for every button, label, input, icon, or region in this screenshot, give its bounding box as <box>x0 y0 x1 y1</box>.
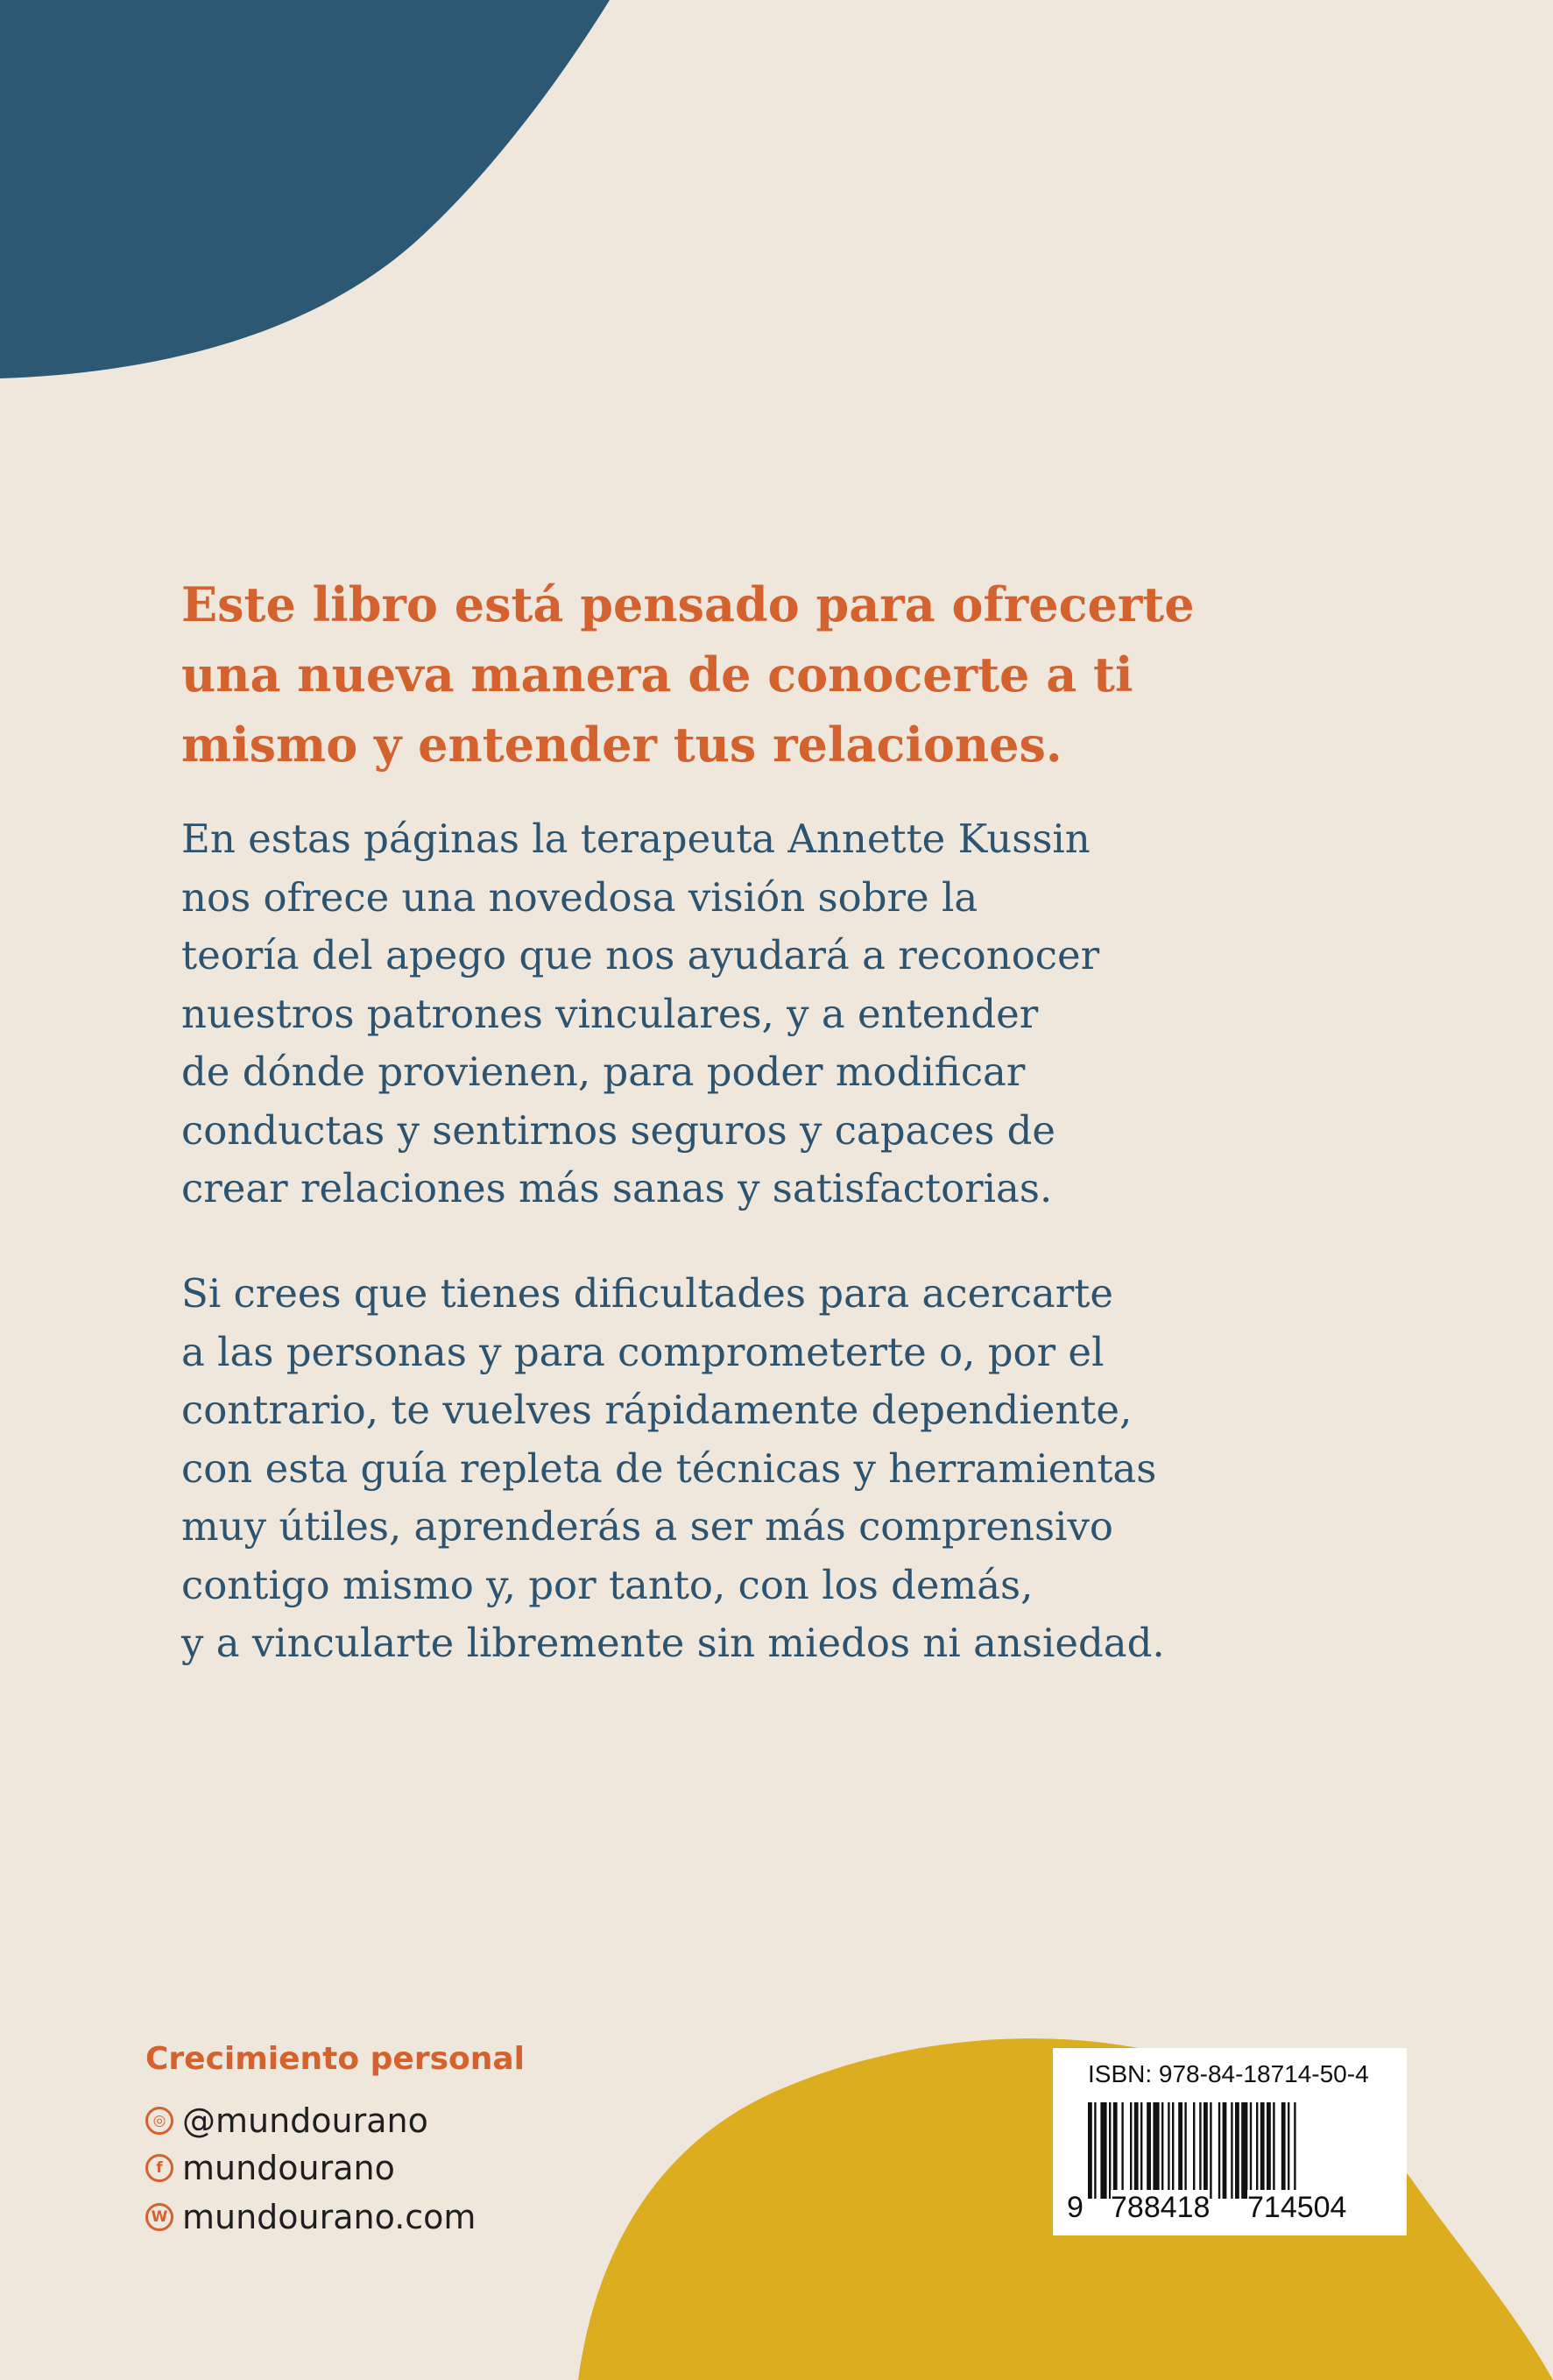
lead-statement <box>181 569 1195 780</box>
barcode-bar <box>1241 2102 1247 2199</box>
paragraph-line: contrario, te vuelves rápidamente dependiente, <box>181 1387 1133 1433</box>
paragraph-line: crear relaciones más sanas y satisfactorias. <box>181 1165 1053 1211</box>
lead-line: Este libro está pensado para ofrecerte <box>181 576 1195 632</box>
website-url: mundourano.com <box>182 2198 476 2236</box>
barcode-bar <box>1288 2102 1289 2199</box>
barcode-bar <box>1273 2102 1274 2199</box>
barcode-bar <box>1184 2102 1186 2199</box>
barcode-bar <box>1100 2102 1106 2199</box>
barcode-bar <box>1231 2102 1232 2199</box>
barcode-bar <box>1140 2102 1142 2199</box>
barcode-bar <box>1134 2102 1139 2199</box>
paragraph-line: de dónde provienen, para poder modificar <box>181 1049 1026 1095</box>
paragraph-line: y a vincularte libremente sin miedos ni ansiedad. <box>181 1620 1165 1666</box>
paragraph-line: muy útiles, aprenderás a ser más comprensivo <box>181 1503 1113 1550</box>
lead-line: una nueva manera de conocerte a ti <box>181 646 1133 703</box>
barcode-bar <box>1193 2102 1195 2199</box>
barcode-bar <box>1235 2102 1239 2199</box>
lead-line: mismo y entender tus relaciones. <box>181 717 1062 773</box>
barcode-bar <box>1210 2102 1211 2199</box>
barcode-digits-left: 788418 <box>1111 2191 1211 2224</box>
barcode-bar <box>1199 2102 1201 2199</box>
barcode-bar <box>1218 2102 1220 2199</box>
barcode-digits-right: 714504 <box>1247 2191 1347 2224</box>
facebook-icon: f <box>145 2154 173 2182</box>
barcode-bar <box>1294 2102 1295 2199</box>
barcode-bar <box>1267 2102 1271 2199</box>
barcode-bars <box>1088 2102 1386 2199</box>
description-paragraph-2 <box>181 1265 1171 1673</box>
paragraph-line: contigo mismo y, por tanto, con los demás, <box>181 1561 1034 1608</box>
paragraph-line: con esta guía repleta de técnicas y herramientas <box>181 1444 1157 1492</box>
paragraph-line: conductas y sentirnos seguros y capaces de <box>181 1106 1056 1154</box>
barcode-bar <box>1281 2102 1286 2199</box>
barcode-bar <box>1250 2102 1252 2199</box>
barcode-bar <box>1147 2102 1151 2199</box>
barcode-bar <box>1153 2102 1159 2199</box>
barcode-bar <box>1223 2102 1227 2199</box>
instagram-icon: ◎ <box>145 2107 173 2135</box>
barcode-bar <box>1094 2102 1096 2199</box>
barcode-bar <box>1178 2102 1182 2199</box>
top-left-blue-shape <box>0 0 613 385</box>
barcode-bar <box>1109 2102 1111 2199</box>
isbn-barcode <box>1053 2048 1407 2235</box>
barcode-bar <box>1260 2102 1265 2199</box>
paragraph-line: Si crees que tienes dificultades para acercarte <box>181 1270 1113 1317</box>
website-link[interactable] <box>145 2195 476 2239</box>
description-paragraph-1 <box>181 810 1171 1218</box>
isbn-label: ISBN: 978-84-18714-50-4 <box>1088 2060 1369 2087</box>
paragraph-line: En estas páginas la terapeuta Annette Kussin <box>181 816 1091 862</box>
paragraph-line: teoría del apego que nos ayudará a reconocer <box>181 932 1100 978</box>
barcode-bar <box>1168 2102 1169 2199</box>
barcode-bar <box>1121 2102 1123 2199</box>
instagram-handle: @mundourano <box>182 2101 428 2140</box>
web-icon: W <box>145 2203 173 2231</box>
barcode-bar <box>1113 2102 1118 2199</box>
barcode-bar <box>1130 2102 1132 2199</box>
instagram-link[interactable] <box>145 2099 428 2143</box>
barcode-bar <box>1088 2102 1092 2199</box>
paragraph-line: nuestros patrones vinculares, y a entender <box>181 990 1039 1037</box>
facebook-handle: mundourano <box>182 2149 395 2187</box>
paragraph-line: a las personas y para comprometerte o, por el <box>181 1328 1105 1375</box>
barcode-bar <box>1204 2102 1208 2199</box>
category-label: Crecimiento personal <box>145 2041 526 2077</box>
facebook-link[interactable] <box>145 2146 395 2190</box>
paragraph-line: nos ofrece una novedosa visión sobre la <box>181 873 978 921</box>
barcode-bar <box>1172 2102 1174 2199</box>
barcode-digit-first: 9 <box>1067 2191 1084 2224</box>
barcode-bar <box>1161 2102 1163 2199</box>
barcode-bar <box>1256 2102 1258 2199</box>
